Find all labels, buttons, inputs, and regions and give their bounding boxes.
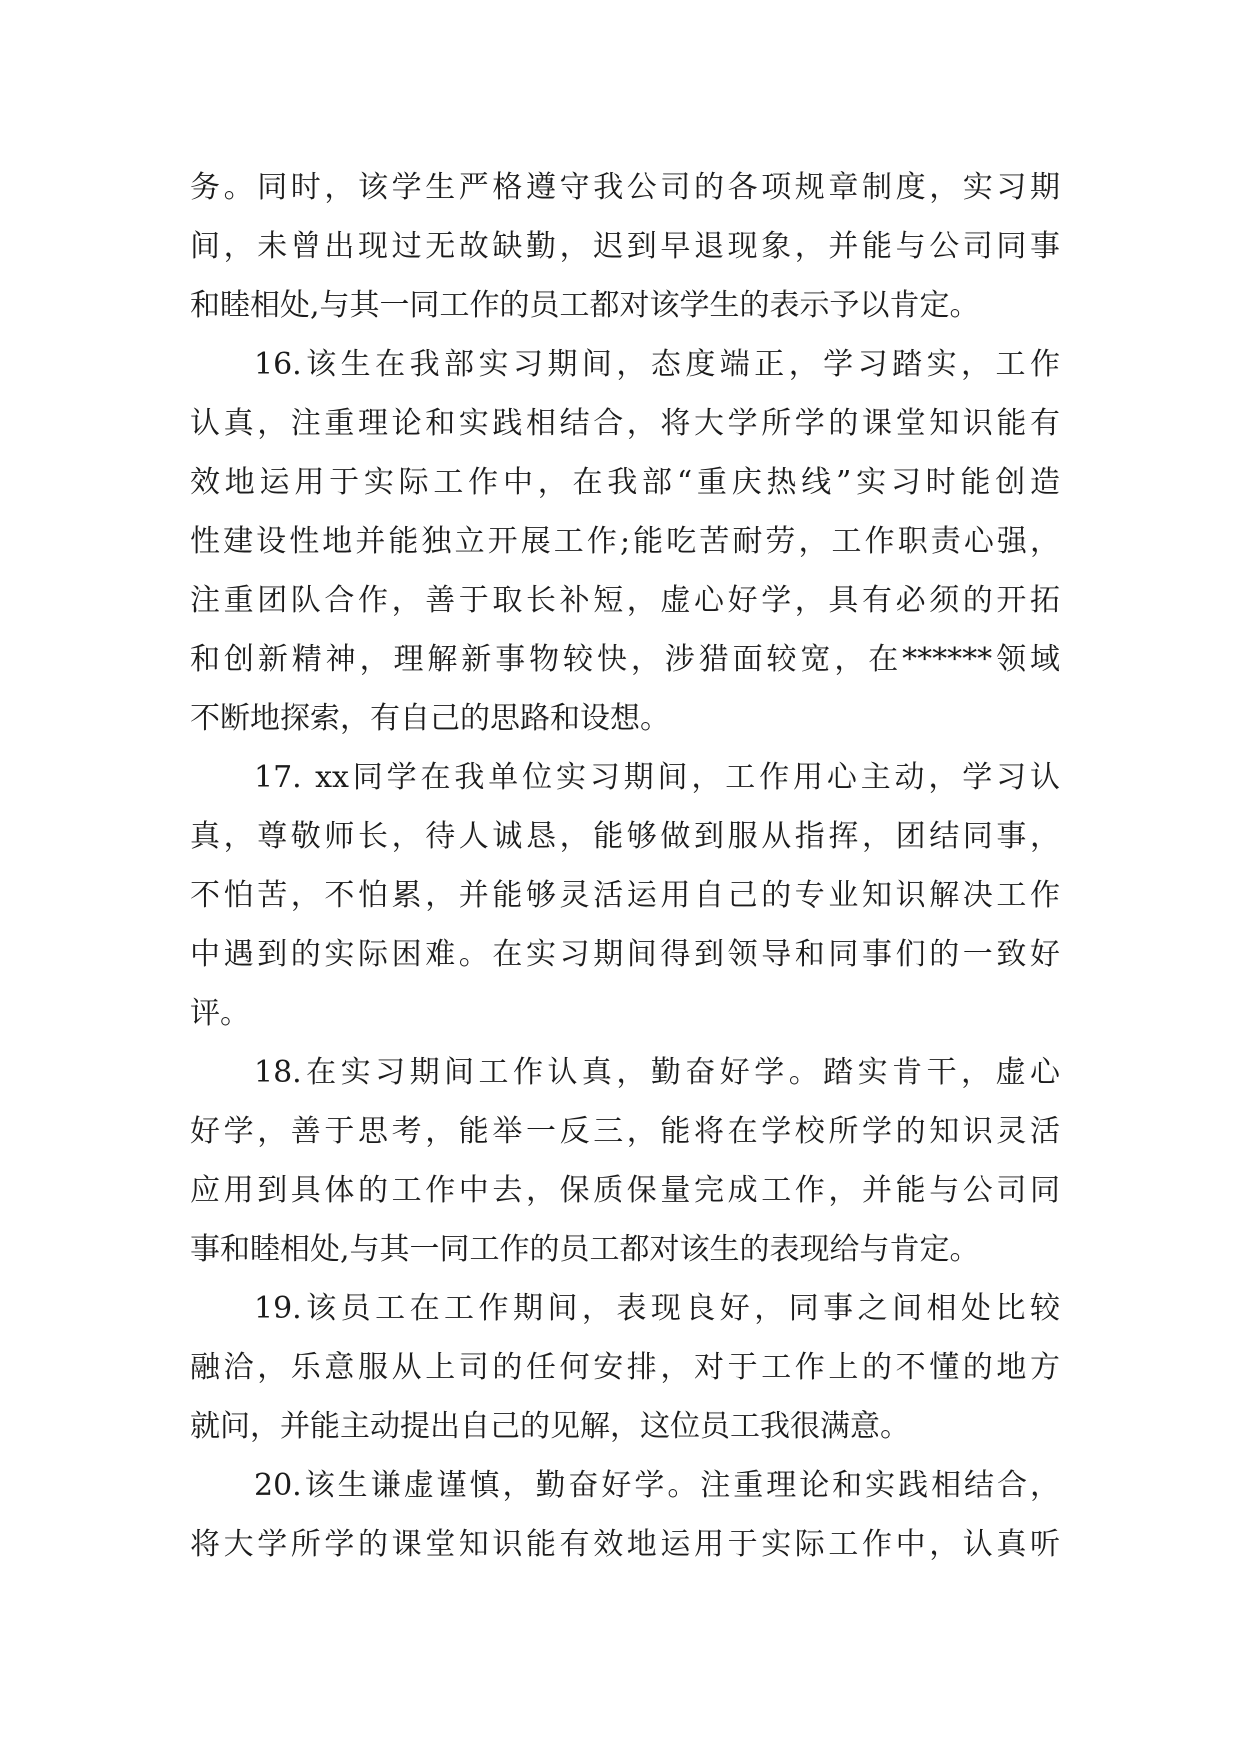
text-line: 事和睦相处,与其一同工作的员工都对该生的表现给与肯定。: [190, 1232, 980, 1267]
text-line: 中遇到的实际困难。在实习期间得到领导和同事们的一致好: [190, 937, 1060, 972]
paragraph-18: [190, 1043, 1060, 1279]
text-line: 性建设性地并能独立开展工作;能吃苦耐劳，工作职责心强，: [190, 524, 1060, 559]
text-line: 真，尊敬师长，待人诚恳，能够做到服从指挥，团结同事，: [190, 819, 1060, 854]
text-line: 和创新精神，理解新事物较快，涉猎面较宽，在******领域: [190, 642, 1060, 677]
document-body: [190, 158, 1060, 1574]
text-line: 20.该生谦虚谨慎，勤奋好学。注重理论和实践相结合，: [254, 1468, 1060, 1503]
text-line: 效地运用于实际工作中，在我部“重庆热线”实习时能创造: [190, 465, 1060, 500]
text-line: 19.该员工在工作期间，表现良好，同事之间相处比较: [254, 1291, 1060, 1326]
text-line: 17. xx同学在我单位实习期间，工作用心主动，学习认: [254, 760, 1060, 795]
text-line: 间，未曾出现过无故缺勤，迟到早退现象，并能与公司同事: [190, 229, 1060, 264]
text-line: 就问，并能主动提出自己的见解，这位员工我很满意。: [190, 1409, 910, 1444]
text-line: 认真，注重理论和实践相结合，将大学所学的课堂知识能有: [190, 406, 1060, 441]
text-line: 好学，善于思考，能举一反三，能将在学校所学的知识灵活: [190, 1114, 1060, 1149]
paragraph-16: [190, 335, 1060, 748]
paragraph-15-continued: [190, 158, 1060, 335]
paragraph-19: [190, 1279, 1060, 1456]
paragraph-20: [190, 1456, 1060, 1574]
text-line: 将大学所学的课堂知识能有效地运用于实际工作中，认真听: [190, 1527, 1060, 1562]
text-line: 不断地探索，有自己的思路和设想。: [190, 701, 670, 736]
text-line: 不怕苦，不怕累，并能够灵活运用自己的专业知识解决工作: [190, 878, 1060, 913]
text-line: 务。同时，该学生严格遵守我公司的各项规章制度，实习期: [190, 170, 1060, 205]
text-line: 评。: [190, 996, 250, 1031]
text-line: 和睦相处,与其一同工作的员工都对该学生的表示予以肯定。: [190, 288, 980, 323]
text-line: 注重团队合作，善于取长补短，虚心好学，具有必须的开拓: [190, 583, 1060, 618]
paragraph-17: [190, 748, 1060, 1043]
text-line: 18.在实习期间工作认真，勤奋好学。踏实肯干，虚心: [254, 1055, 1060, 1090]
text-line: 融洽，乐意服从上司的任何安排，对于工作上的不懂的地方: [190, 1350, 1060, 1385]
text-line: 应用到具体的工作中去，保质保量完成工作，并能与公司同: [190, 1173, 1060, 1208]
text-line: 16.该生在我部实习期间，态度端正，学习踏实，工作: [254, 347, 1060, 382]
